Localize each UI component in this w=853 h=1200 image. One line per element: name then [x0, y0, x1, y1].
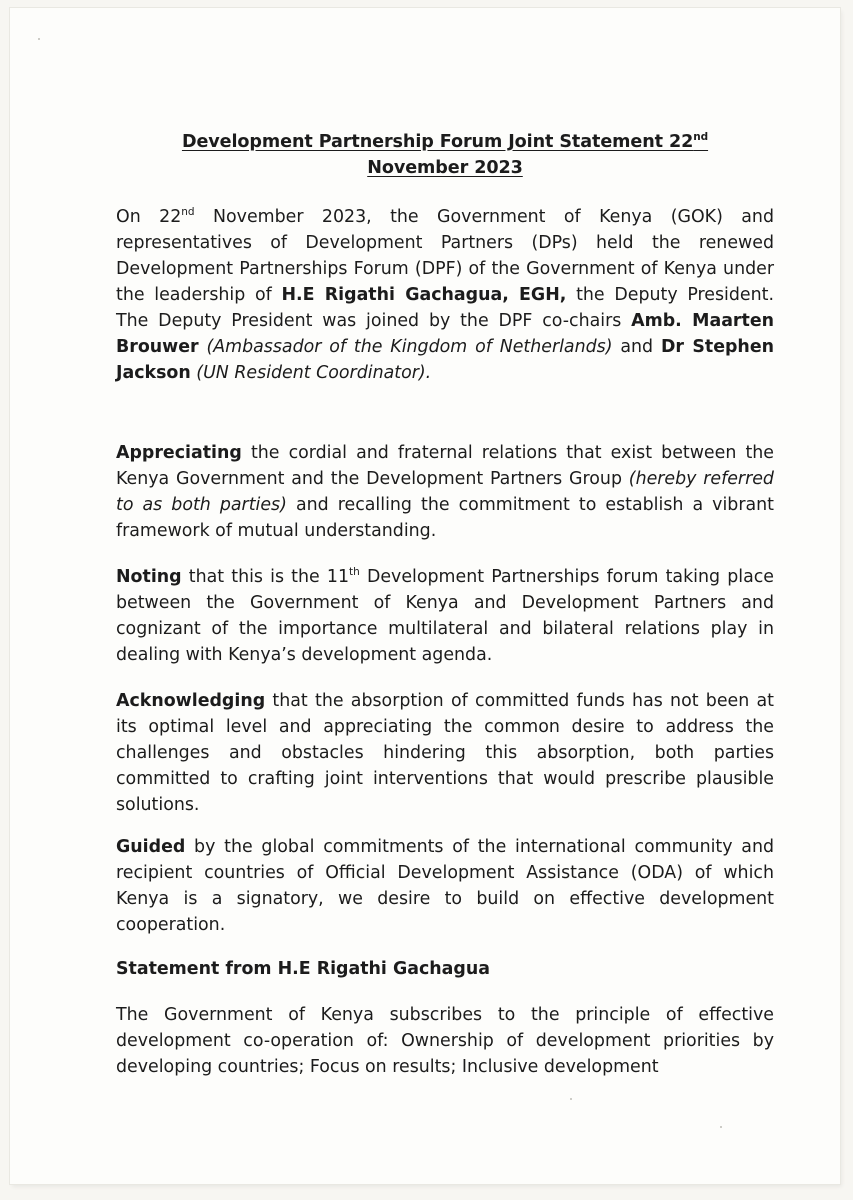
- document-title: [116, 129, 774, 181]
- scan-speck: [38, 38, 40, 40]
- title-ordinal: nd: [693, 131, 709, 144]
- document-page: [10, 8, 840, 1184]
- title-line2: November 2023: [367, 158, 523, 178]
- noting-paragraph: Noting that this is the 11th Development Partnerships forum taking place between the Government of Kenya and Development Partners and cognizant of the importance multilateral and bilateral relations play in dealing with Kenya’s development agenda.: [116, 566, 774, 665]
- appreciating-paragraph: Appreciating the cordial and fraternal relations that exist between the Kenya Government and the Development Partners Group (hereby referred to as both parties) and recalling the commitment to establish a vibrant framework of mutual understanding.: [116, 443, 774, 541]
- title-line1: Development Partnership Forum Joint Statement 22: [181, 132, 694, 152]
- scan-speck: [720, 1126, 722, 1128]
- guided-paragraph: Guided by the global commitments of the international community and recipient countries of Official Development Assistance (ODA) of which Kenya is a signatory, we desire to build on effective development cooperation.: [116, 837, 774, 935]
- acknowledging-paragraph: Acknowledging that the absorption of committed funds has not been at its optimal level and appreciating the common desire to address the challenges and obstacles hindering this absorption, both parties committed to crafting joint interventions that would prescribe plausible solutions.: [116, 691, 774, 815]
- statement-heading: Statement from H.E Rigathi Gachagua: [116, 959, 490, 979]
- intro-paragraph: On 22nd November 2023, the Government of Kenya (GOK) and representatives of Development Partners (DPs) held the renewed Development Partnerships Forum (DPF) of the Government of Kenya under the leadership of H.E Rigathi Gachagua, EGH, the Deputy President. The Deputy President was joined by the DPF co-chairs Amb. Maarten Brouwer (Ambassador of the Kingdom of Netherlands) and Dr Stephen Jackson (UN Resident Coordinator).: [116, 206, 775, 383]
- scan-speck: [570, 1098, 572, 1100]
- statement-paragraph: The Government of Kenya subscribes to the principle of effective development co-operation of: Ownership of development priorities by developing countries; Focus on results; Inclusive development: [116, 1005, 774, 1077]
